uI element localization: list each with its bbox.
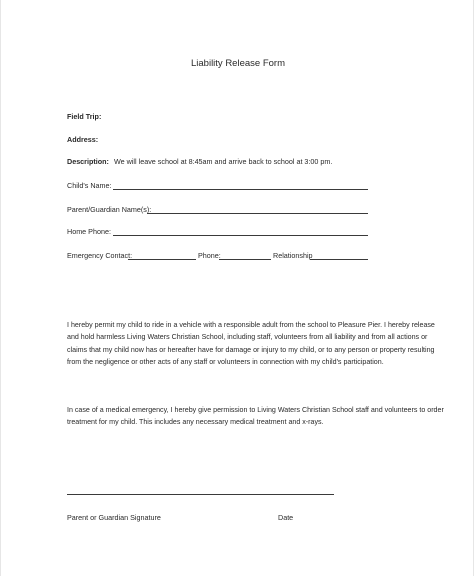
permission-line: and hold harmless Living Waters Christian School, including staff, volunteers from all liability and from all actions or [67, 333, 428, 342]
home-phone-label: Home Phone: [67, 227, 111, 236]
relationship-label: Relationship [273, 251, 313, 260]
permission-line: I hereby permit my child to ride in a vehicle with a responsible adult from the school to Pleasure Pier. I hereby release [67, 321, 435, 329]
medical-line: treatment for my child. This includes any necessary medical treatment and x-rays. [67, 418, 324, 427]
childs-name-label: Child's Name: [67, 181, 112, 190]
permission-paragraph [67, 319, 435, 369]
permission-line: from the negligence or other acts of any staff or volunteers in connection with my child's participation. [67, 358, 384, 367]
medical-line: In case of a medical emergency, I hereby give permission to Living Waters Christian School staff and volunteers to order [67, 406, 444, 414]
field-trip-label: Field Trip: [67, 112, 102, 121]
address-label: Address: [67, 135, 99, 144]
childs-name-field[interactable] [113, 189, 368, 190]
form-title: Liability Release Form [191, 58, 285, 69]
emergency-contact-field[interactable] [128, 259, 196, 260]
signature-line[interactable] [67, 494, 334, 495]
emergency-contact-label: Emergency Contact: [67, 251, 133, 260]
description-text: We will leave school at 8:45am and arrive back to school at 3:00 pm. [114, 157, 333, 166]
parent-signature-label: Parent or Guardian Signature [67, 513, 161, 522]
home-phone-field[interactable] [113, 235, 368, 236]
emergency-phone-field[interactable] [219, 259, 271, 260]
description-label: Description: [67, 157, 109, 166]
date-label: Date [278, 513, 294, 522]
parent-guardian-label: Parent/Guardian Name(s): [67, 205, 152, 214]
relationship-field[interactable] [310, 259, 368, 260]
permission-line: claims that my child now has or hereafter have for damage or injury to my child, or to any person or property resulting [67, 345, 435, 354]
phone-label: Phone: [198, 251, 221, 260]
medical-paragraph [67, 404, 444, 429]
parent-guardian-field[interactable] [147, 213, 368, 214]
